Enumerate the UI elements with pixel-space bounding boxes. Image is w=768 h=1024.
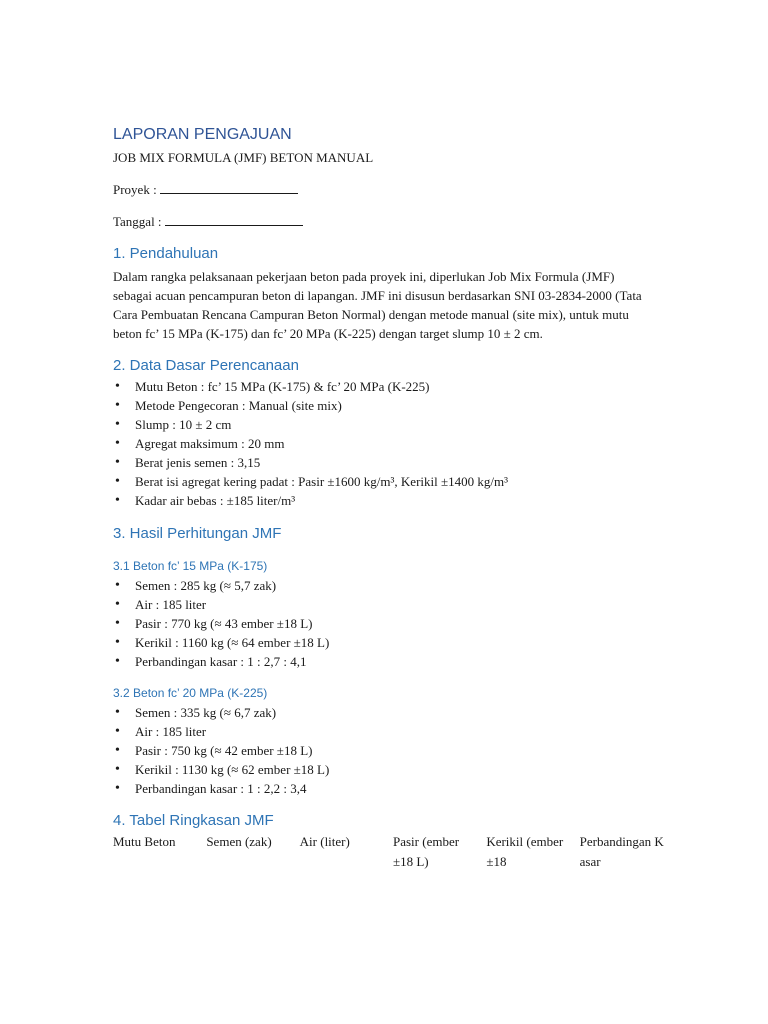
list-item: • Kerikil : 1130 kg (≈ 62 ember ±18 L) xyxy=(113,760,653,779)
section-3-1-heading: 3.1 Beton fc’ 15 MPa (K-175) xyxy=(113,559,268,573)
section-3-2-heading: 3.2 Beton fc’ 20 MPa (K-225) xyxy=(113,686,268,700)
table-header-cell: Air (liter) xyxy=(299,834,350,849)
list-item: • Metode Pengecoran : Manual (site mix) xyxy=(113,396,653,415)
list-item: • Semen : 285 kg (≈ 5,7 zak) xyxy=(113,576,653,595)
list-item: • Air : 185 liter xyxy=(113,722,653,741)
proyek-blank xyxy=(160,181,298,194)
tanggal-blank xyxy=(165,213,303,226)
list-item: • Air : 185 liter xyxy=(113,595,653,614)
list-item: • Semen : 335 kg (≈ 6,7 zak) xyxy=(113,703,653,722)
section-2-list xyxy=(113,377,653,510)
list-item: • Agregat maksimum : 20 mm xyxy=(113,434,653,453)
proyek-field xyxy=(113,180,653,199)
report-title: LAPORAN PENGAJUAN xyxy=(113,126,292,143)
table-header-cell: Semen (zak) xyxy=(206,834,272,849)
list-item: • Kerikil : 1160 kg (≈ 64 ember ±18 L) xyxy=(113,633,653,652)
document-content xyxy=(113,124,664,872)
section-4-heading: 4. Tabel Ringkasan JMF xyxy=(113,812,274,829)
section-1-paragraph: Dalam rangka pelaksanaan pekerjaan beton pada proyek ini, diperlukan Job Mix Formula (JMF) sebagai acuan pencampuran beton di lapangan. JMF ini disusun berdasarkan SNI 03-2834-2000 (Tata Cara Pembuatan Rencana Campuran Beton Normal) dengan metode manual (site mix), untuk mutu beton fc’ 15 MPa (K-175) dan fc’ 20 MPa (K-225) dengan target slump 10 ± 2 cm. xyxy=(113,269,642,341)
list-item: • Pasir : 750 kg (≈ 42 ember ±18 L) xyxy=(113,741,653,760)
section-1-heading: 1. Pendahuluan xyxy=(113,245,219,262)
table-header-cell: Pasir (ember ±18 L) xyxy=(392,834,460,869)
section-3-1-list xyxy=(113,576,653,671)
list-item: • Pasir : 770 kg (≈ 43 ember ±18 L) xyxy=(113,614,653,633)
proyek-label: Proyek : xyxy=(113,182,157,197)
list-item: • Perbandingan kasar : 1 : 2,2 : 3,4 xyxy=(113,779,653,798)
summary-table-header xyxy=(113,832,673,872)
list-item: • Berat jenis semen : 3,15 xyxy=(113,453,653,472)
section-2-heading: 2. Data Dasar Perencanaan xyxy=(113,357,299,374)
section-3-heading: 3. Hasil Perhitungan JMF xyxy=(113,525,282,542)
tanggal-label: Tanggal : xyxy=(113,214,162,229)
table-header-cell: Perbandingan Kasar xyxy=(579,834,664,869)
list-item: • Perbandingan kasar : 1 : 2,7 : 4,1 xyxy=(113,652,653,671)
report-subtitle: JOB MIX FORMULA (JMF) BETON MANUAL xyxy=(113,150,374,165)
tanggal-field xyxy=(113,212,653,231)
list-item: • Mutu Beton : fc’ 15 MPa (K-175) & fc’ 20 MPa (K-225) xyxy=(113,377,653,396)
list-item: • Berat isi agregat kering padat : Pasir ±1600 kg/m³, Kerikil ±1400 kg/m³ xyxy=(113,472,653,491)
table-header-cell: Kerikil (ember ±18 xyxy=(486,834,564,869)
section-3-2-list xyxy=(113,703,653,798)
list-item: • Kadar air bebas : ±185 liter/m³ xyxy=(113,491,653,510)
list-item: • Slump : 10 ± 2 cm xyxy=(113,415,653,434)
table-header-cell: Mutu Beton xyxy=(113,834,176,849)
